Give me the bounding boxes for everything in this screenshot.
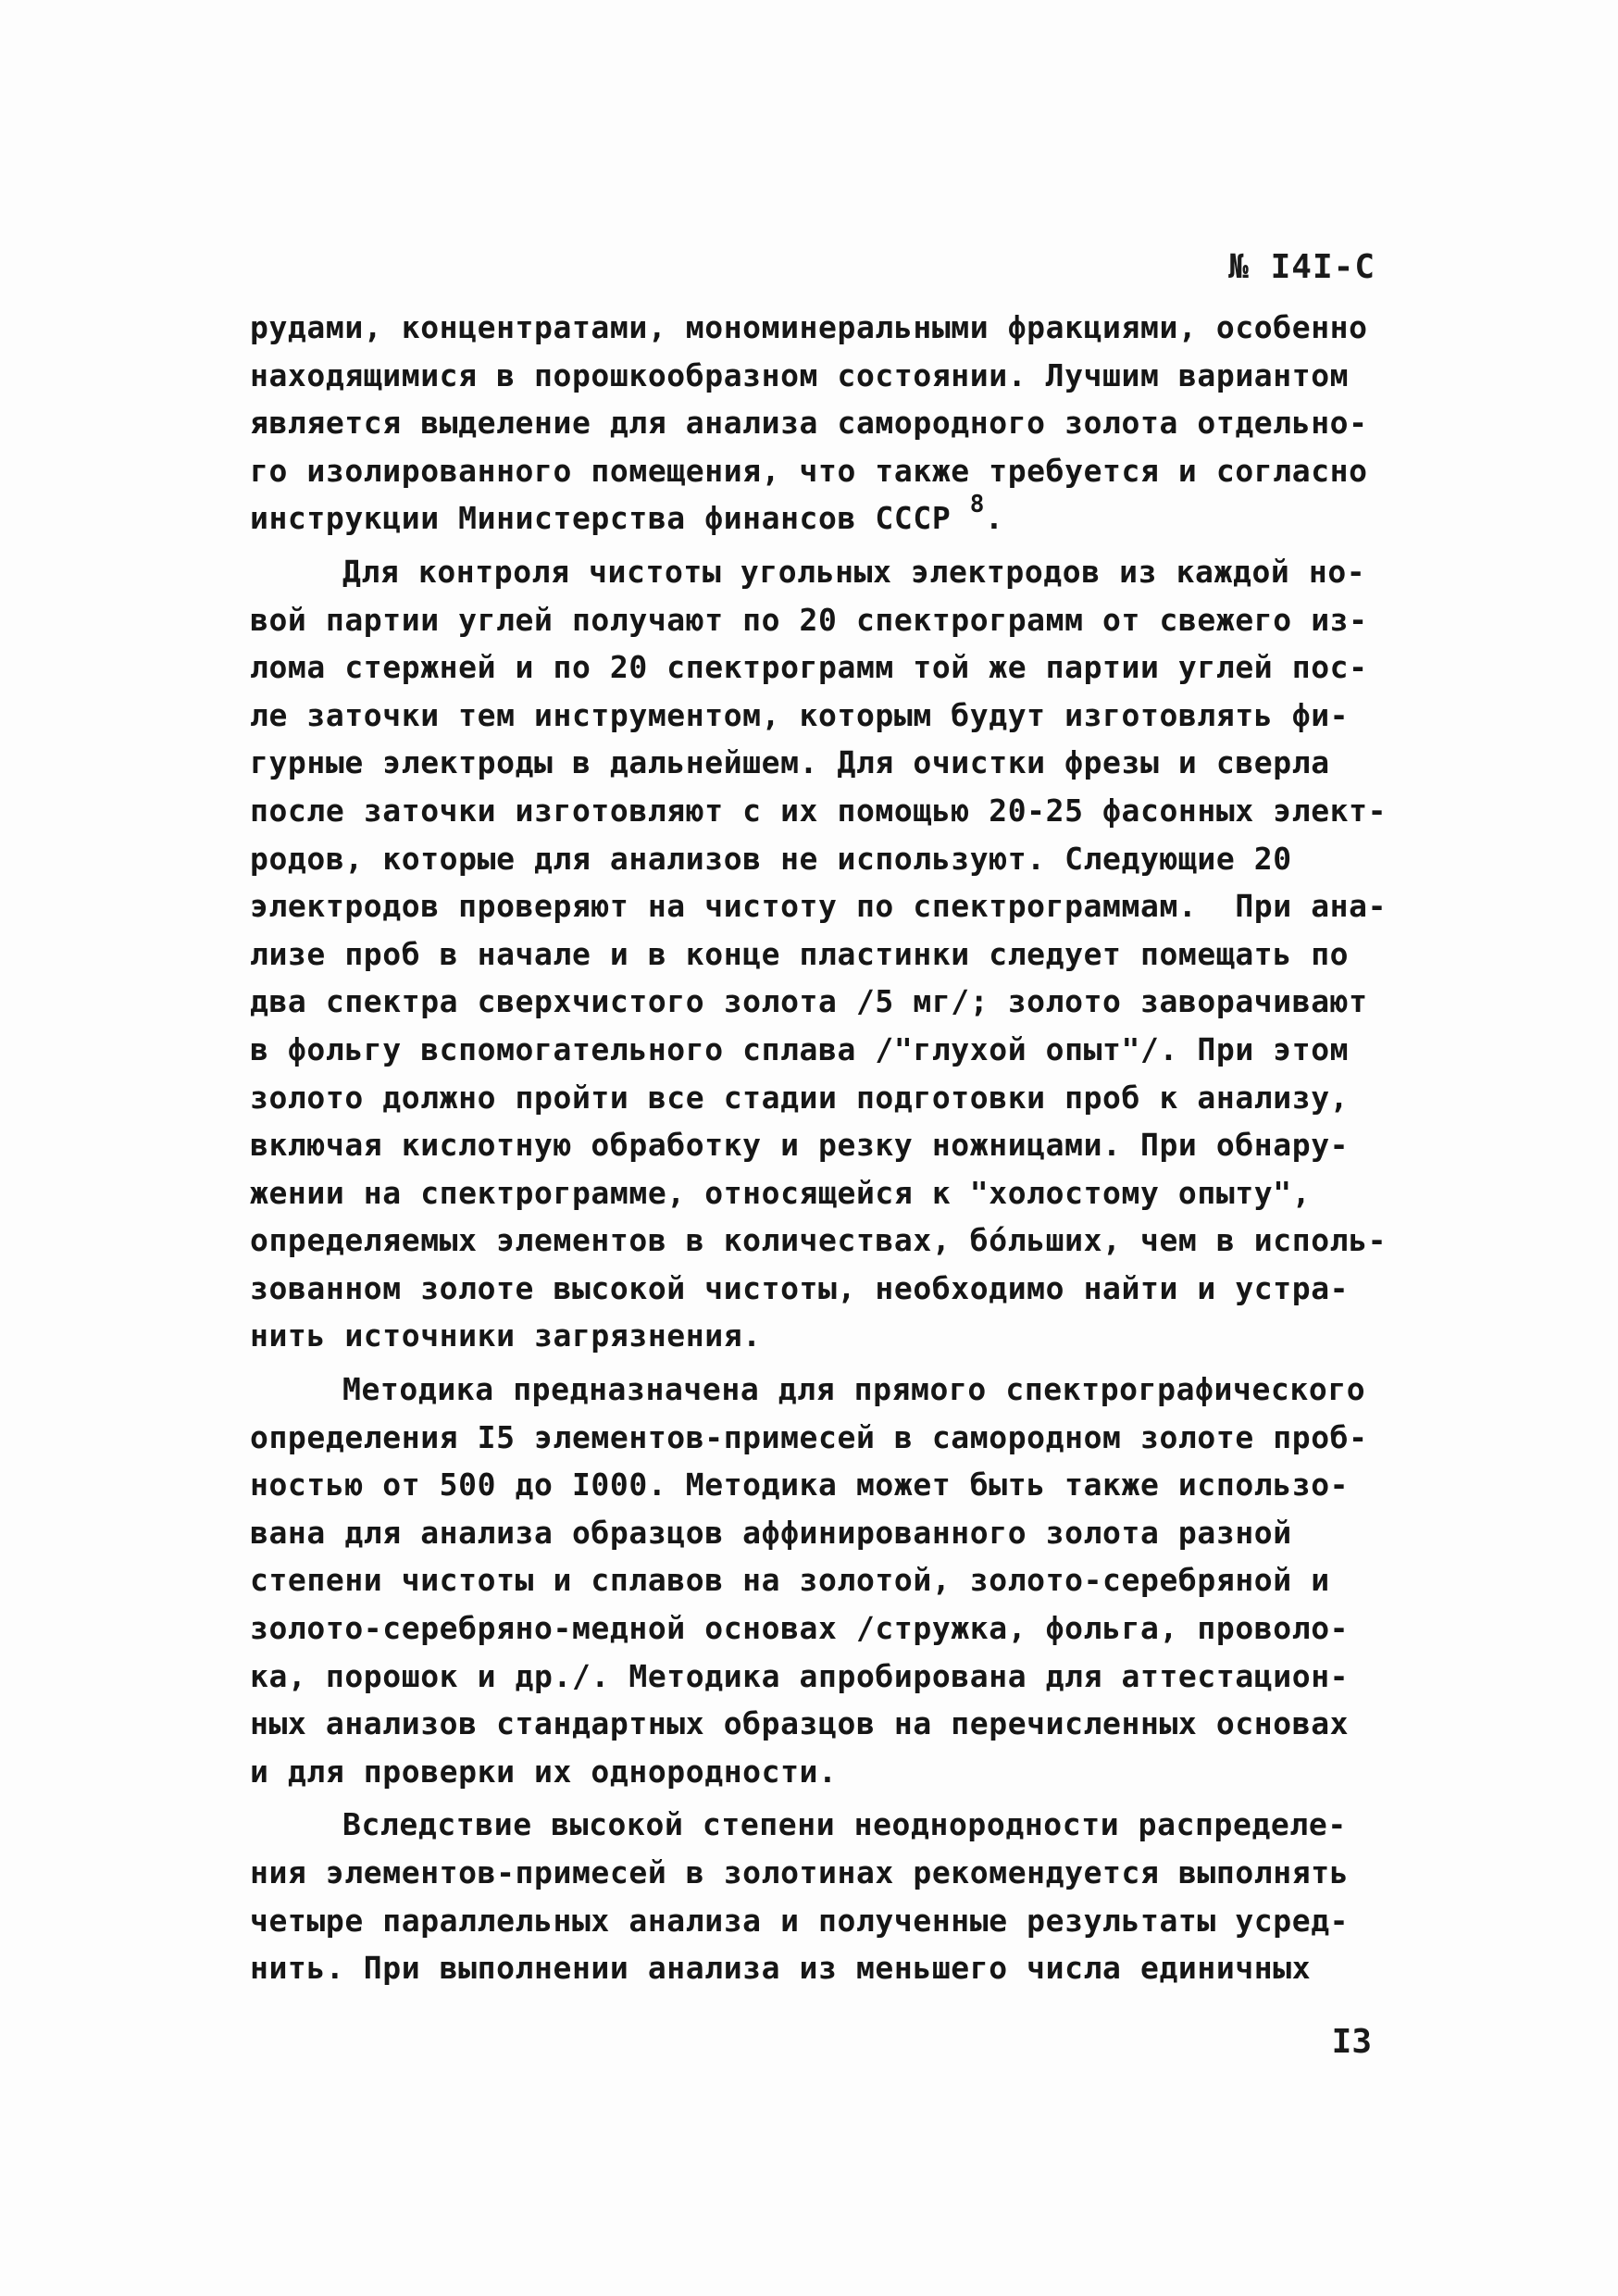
text-line: Вследствие высокой степени неоднородности распределе-: [342, 1806, 1347, 1843]
text-line: рудами, концентратами, мономинеральными фракциями, особенно: [250, 309, 1368, 345]
text-line: вана для анализа образцов аффинированного золота разной: [250, 1514, 1292, 1551]
text-line: родов, которые для анализов не используют. Следующие 20: [250, 840, 1292, 877]
text-line: лома стержней и по 20 спектрограмм той же партии углей пос-: [250, 649, 1368, 686]
text-line: после заточки изготовляют с их помощью 20-25 фасонных элект-: [250, 792, 1388, 829]
paragraph: [250, 1801, 1388, 1991]
text-line: ле заточки тем инструментом, которым будут изготовлять фи-: [250, 696, 1350, 733]
paragraph: [250, 548, 1388, 1360]
text-line: включая кислотную обработку и резку ножницами. При обнару-: [250, 1127, 1350, 1164]
text-line: золото-серебряно-медной основах /стружка, фольга, проволо-: [250, 1610, 1350, 1647]
text-line: лизе проб в начале и в конце пластинки следует помещать по: [250, 935, 1350, 972]
text-line: вой партии углей получают по 20 спектрограмм от свежего из-: [250, 601, 1368, 638]
text-line: ных анализов стандартных образцов на перечисленных основах: [250, 1705, 1350, 1742]
text-line: ка, порошок и др./. Методика апробирована для аттестацион-: [250, 1657, 1350, 1694]
text-line: зованном золоте высокой чистоты, необходимо найти и устра-: [250, 1269, 1350, 1306]
paragraph: [250, 1366, 1388, 1795]
text-line: гурные электроды в дальнейшем. Для очистки фрезы и сверла: [250, 744, 1330, 781]
body-text: [250, 304, 1388, 1992]
text-line: жении на спектрограмме, относящейся к "холостому опыту",: [250, 1174, 1312, 1211]
text-line: нить источники загрязнения.: [250, 1317, 762, 1354]
footnote-reference: 8: [969, 491, 986, 519]
text-line: золото должно пройти все стадии подготовки проб к анализу,: [250, 1079, 1350, 1116]
text-line: является выделение для анализа самородного золота отдельно-: [250, 405, 1368, 442]
text-line: инструкции Министерства финансов СССР: [250, 500, 952, 537]
sentence-end: .: [985, 500, 1004, 537]
document-number: № I4I-C: [1228, 248, 1375, 286]
text-line-with-footnote: [250, 491, 1388, 543]
text-line: находящимися в порошкообразном состоянии. Лучшим вариантом: [250, 356, 1350, 393]
text-line: четыре параллельных анализа и полученные результаты усред-: [250, 1902, 1350, 1939]
text-line: определяемых элементов в количествах, бо́льших, чем в исполь-: [250, 1222, 1388, 1259]
text-line: ностью от 500 до I000. Методика может быть также использо-: [250, 1466, 1350, 1504]
text-line: Методика предназначена для прямого спектрографического: [342, 1371, 1366, 1408]
text-line: электродов проверяют на чистоту по спектрограммам. При ана-: [250, 888, 1388, 925]
text-line: Для контроля чистоты угольных электродов из каждой но-: [342, 553, 1366, 590]
text-line: в фольгу вспомогательного сплава /"глухой опыт"/. При этом: [250, 1030, 1350, 1067]
text-line: и для проверки их однородности.: [250, 1753, 838, 1790]
text-line: нить. При выполнении анализа из меньшего числа единичных: [250, 1950, 1312, 1987]
page-number: I3: [1331, 2023, 1372, 2061]
paragraph: [250, 304, 1388, 543]
text-line: го изолированного помещения, что также требуется и согласно: [250, 452, 1368, 489]
text-line: ния элементов-примесей в золотинах рекомендуется выполнять: [250, 1854, 1350, 1890]
text-line: определения I5 элементов-примесей в самородном золоте проб-: [250, 1418, 1368, 1455]
text-line: степени чистоты и сплавов на золотой, золото-серебряной и: [250, 1562, 1330, 1599]
text-line: два спектра сверхчистого золота /5 мг/; золото заворачивают: [250, 983, 1368, 1020]
